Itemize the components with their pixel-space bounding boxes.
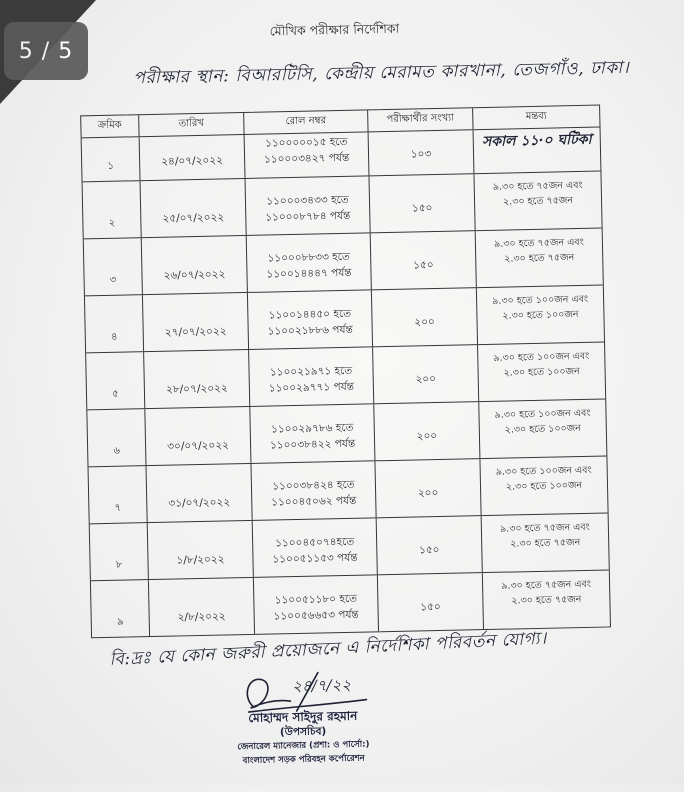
serial-number: ৮ [115, 559, 123, 571]
roll-to: ১১০০৫৬৬৫৩ পর্যন্ত [273, 608, 359, 623]
candidate-count-cell [370, 231, 476, 289]
table-row [84, 228, 603, 296]
signatory-organization: বাংলাদেশ সড়ক পরিবহন কর্পোরেশন [242, 753, 365, 767]
roll-from: ১১০০৫১১৮০ হতে [274, 592, 358, 607]
roll-range-cell [250, 461, 375, 520]
remark-cell [473, 172, 601, 231]
roll-to: ১১০০৪৫০৬২ পর্যন্ত [271, 494, 357, 509]
roll-to: ১১০০১৪৪৪৭ পর্যন্ত [266, 266, 352, 281]
remark-line: ২.৩০ হতে ৭৫জন [511, 594, 582, 607]
remark-line: ২.৩০ হতে ১০০জন [502, 309, 579, 322]
header-remark: মন্তব্য [472, 106, 599, 130]
roll-from: ১১০০০৩৪৩৩ হতে [266, 193, 349, 208]
roll-from: ১১০০২১৯৭১ হতে [269, 364, 353, 379]
header-candidate-count: পরীক্ষার্থীর সংখ্যা [367, 108, 472, 131]
table-row [90, 512, 609, 580]
remark-line: ৯.৩০ হতে ৭৫জন এবং [492, 179, 583, 193]
serial-cell [85, 295, 143, 352]
roll-range-cell [247, 290, 372, 349]
date-cell [143, 350, 249, 408]
roll-from: ১১০০২৯৭৮৬ হতে [270, 421, 354, 436]
serial-number: ৯ [116, 616, 124, 628]
remark-cell [473, 128, 601, 174]
serial-cell [83, 181, 141, 238]
serial-number: ২ [108, 217, 116, 229]
candidate-count: ১০৩ [410, 148, 432, 161]
date-cell [148, 578, 254, 636]
date-cell [144, 407, 250, 465]
roll-to: ১১০০০৮৭৮৪ পর্যন্ত [265, 209, 351, 224]
exam-date: ১/৮/২০২২ [176, 553, 225, 567]
remark-cell [477, 343, 605, 402]
roll-range-cell [249, 404, 374, 463]
signature-date: ২৪/৭/২২ [291, 675, 352, 696]
roll-range-cell [248, 347, 373, 406]
date-cell [147, 521, 253, 579]
candidate-count: ১৫০ [411, 201, 433, 214]
exam-date: ২৫/০৭/২০২২ [162, 211, 225, 225]
serial-number: ১ [107, 160, 115, 172]
date-cell [139, 135, 245, 180]
exam-date: ২৪/০৭/২০২২ [161, 154, 224, 168]
remark-cell [479, 456, 607, 515]
remark-cell [481, 513, 609, 572]
candidate-count: ২০০ [417, 486, 439, 499]
serial-cell [82, 137, 140, 181]
remark-line: ২.৩০ হতে ৭৫জন [510, 537, 581, 550]
serial-cell [90, 523, 148, 580]
table-row [85, 285, 604, 353]
roll-from: ১১০০০০০১৫ হতে [264, 135, 348, 150]
schedule-table [80, 105, 611, 639]
remark-line: ২.৩০ হতে ৭৫জন [502, 195, 574, 208]
roll-range-cell [253, 575, 378, 634]
remark-line: ২.৩০ হতে ১০০জন [504, 423, 582, 436]
serial-cell [89, 466, 147, 523]
exam-date: ২৬/০৭/২০২২ [163, 268, 226, 282]
date-cell [142, 293, 248, 351]
candidate-count-cell [374, 459, 480, 517]
roll-to: ১১০০২১৮৮৬ পর্যন্ত [267, 323, 353, 338]
remark-line: ৯.৩০ হতে ১০০জন এবং [494, 407, 591, 421]
exam-date: ৩০/০৭/২০২২ [167, 439, 230, 453]
remark-line: ৯.৩০ হতে ১০০জন এবং [493, 350, 590, 364]
schedule-table-body [82, 127, 610, 638]
candidate-count-cell [371, 288, 477, 346]
date-cell [140, 179, 246, 237]
remark-line: সকাল ১১·০ ঘটিকা [481, 131, 592, 151]
candidate-count-cell [372, 345, 478, 403]
header-serial: ক্রমিক [97, 119, 122, 132]
serial-number: ৩ [109, 274, 117, 286]
exam-date: ২/৮/২০২২ [177, 610, 226, 624]
header-date: তারিখ [138, 113, 243, 136]
official-stamp [223, 707, 384, 768]
candidate-count-cell [368, 130, 474, 175]
table-row [87, 398, 606, 466]
date-cell [146, 464, 252, 522]
page-counter-label: 5 / 5 [18, 38, 74, 64]
remark-cell [482, 570, 610, 629]
document-title: মৌখিক পরীক্ষার নির্দেশিকা [269, 20, 400, 39]
table-row [89, 455, 608, 523]
roll-from: ১১০০৪৫০৭৪হতে [275, 535, 355, 550]
exam-date: ৩১/০৭/২০২২ [168, 496, 231, 510]
remark-line: ৯.৩০ হতে ৭৫জন এবং [501, 578, 592, 592]
remark-line: ২.৩০ হতে ৭৫জন [504, 252, 575, 265]
roll-to: ১১০০২৯৭৭১ পর্যন্ত [268, 380, 355, 395]
serial-number: ৭ [114, 502, 122, 514]
signatory-name: মোহাম্মদ সাইদুর রহমান [248, 708, 358, 726]
candidate-count: ১৫০ [412, 258, 434, 271]
candidate-count-cell [376, 516, 482, 574]
candidate-count-cell [377, 573, 483, 631]
roll-range-cell [244, 132, 369, 178]
remark-line: ২.৩০ হতে ১০০জন [503, 366, 580, 379]
roll-range-cell [245, 176, 370, 235]
candidate-count: ২০০ [414, 315, 435, 328]
roll-to: ১১০০০৩৪২৭ পর্যন্ত [263, 151, 350, 166]
remark-line: ৯.৩০ হতে ১০০জন এবং [495, 464, 592, 478]
serial-number: ৬ [113, 445, 121, 457]
exam-date: ২৭/০৭/২০২২ [164, 325, 227, 339]
candidate-count-cell [368, 174, 474, 232]
remark-line: ৯.৩০ হতে ১০০জন এবং [492, 293, 589, 307]
candidate-count: ১৫০ [418, 543, 440, 556]
remark-line: ৯.৩০ হতে ৭৫জন এবং [493, 236, 584, 250]
serial-number: ৪ [110, 331, 118, 343]
roll-to: ১১০০৩৮৪২২ পর্যন্ত [269, 437, 356, 452]
exam-date: ২৮/০৭/২০২২ [165, 382, 228, 396]
page-counter [4, 22, 88, 80]
remark-cell [478, 399, 606, 458]
exam-venue: পরীক্ষার স্থান: বিআরটিসি, কেন্দ্রীয় মেরামত কারখানা, তেজগাঁও, ঢাকা। [133, 57, 630, 89]
roll-from: ১১০০১৪৪৫০ হতে [268, 307, 352, 322]
serial-number: ৫ [112, 388, 119, 400]
roll-from: ১১০০০৮৮৩৩ হতে [267, 250, 350, 265]
remark-line: ৯.৩০ হতে ৭৫জন এবং [499, 521, 590, 535]
serial-cell [87, 409, 145, 466]
remark-cell [476, 286, 604, 345]
signatory-rank: (উপসচিব) [279, 725, 327, 739]
signatory-designation: জেনারেল ম্যানেজার (প্রশা: ও পার্সো:) [237, 739, 370, 753]
candidate-count: ২০০ [415, 372, 437, 385]
serial-cell [84, 238, 142, 295]
header-roll-number: রোল নম্বর [243, 110, 367, 134]
serial-cell [91, 580, 149, 637]
roll-from: ১১০০৩৮৪২৪ হতে [272, 478, 355, 493]
table-row [83, 171, 602, 239]
candidate-count: ১৫০ [420, 600, 441, 613]
table-row [86, 342, 605, 410]
candidate-count-cell [373, 402, 479, 460]
date-cell [141, 236, 247, 294]
remark-line: ২.৩০ হতে ১০০জন [505, 479, 583, 493]
footnote: বি:দ্রঃ যে কোন জরুরী প্রয়োজনে এ নির্দেশিকা পরিবর্তন যোগ্য। [109, 628, 548, 670]
serial-cell [86, 352, 144, 409]
roll-range-cell [252, 518, 377, 577]
remark-cell [475, 229, 603, 288]
candidate-count: ২০০ [416, 429, 438, 442]
roll-range-cell [246, 233, 371, 292]
roll-to: ১১০০৫১১৫৩ পর্যন্ত [272, 551, 358, 566]
